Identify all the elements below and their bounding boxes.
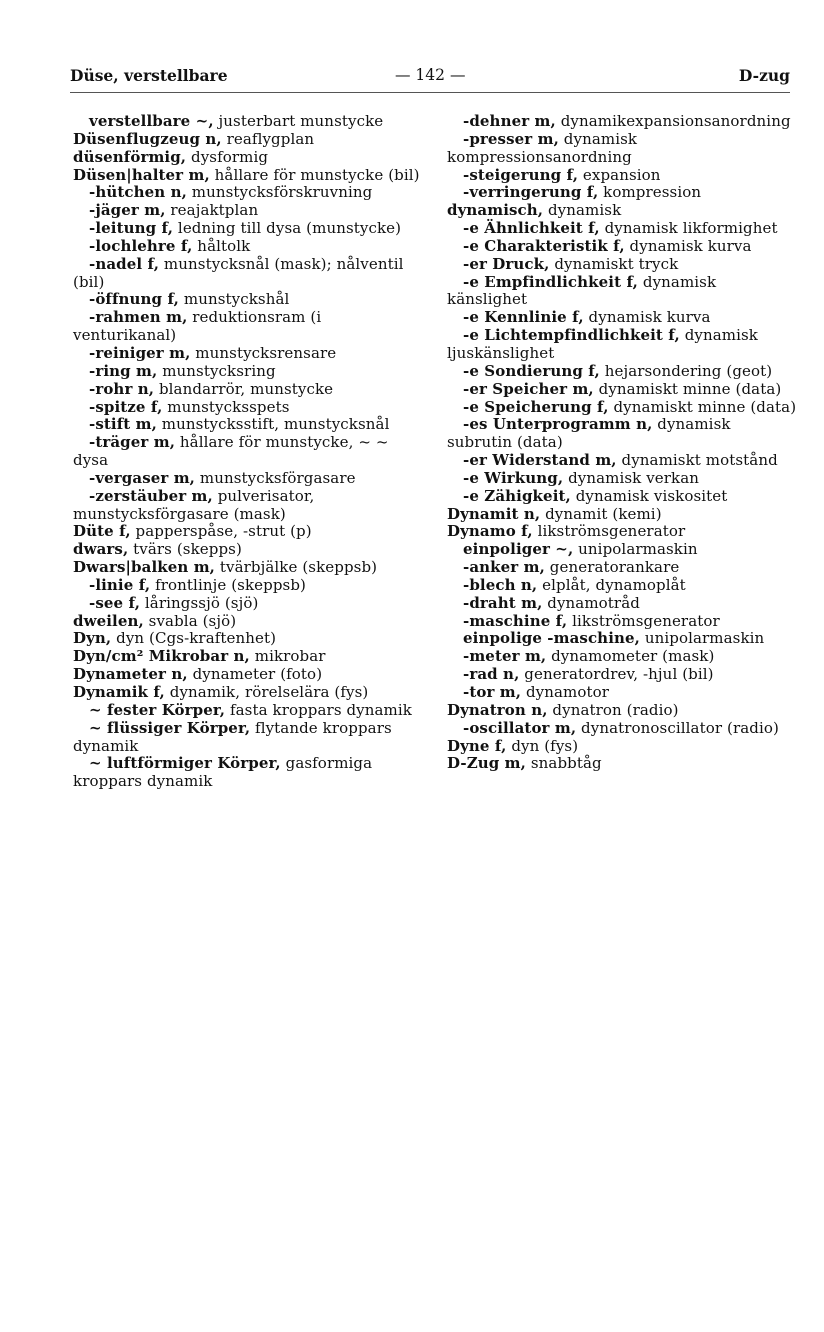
headword: -reiniger m, [89, 343, 191, 362]
headword: -tor m, [463, 683, 522, 701]
translation: dynatron (radio) [547, 700, 679, 719]
dictionary-entry [447, 309, 797, 327]
translation: reajaktplan [165, 201, 259, 220]
dictionary-entry [73, 720, 428, 756]
headword: Düsenflugzeug n, [73, 129, 222, 148]
translation: likströmsgenerator [567, 611, 720, 630]
translation: hållare för munstycke (bil) [209, 165, 420, 184]
headword: -er Speicher m, [463, 379, 594, 398]
headword: Dynamik f, [73, 683, 165, 701]
dictionary-entry [73, 131, 428, 149]
translation: dynamiskt tryck [549, 254, 679, 273]
headword: -rohr n, [89, 379, 155, 398]
headword: -blech n, [463, 575, 538, 594]
dictionary-entry [447, 238, 797, 256]
translation: flytande kroppars dynamik [73, 718, 392, 755]
dictionary-entry [73, 488, 428, 524]
headword: einpolige -maschine, [463, 629, 640, 648]
dictionary-entry [447, 595, 797, 613]
headword: -presser m, [463, 129, 559, 148]
headword: -e Empfindlichkeit f, [463, 272, 638, 291]
dictionary-entry [447, 416, 797, 452]
dictionary-entry [73, 363, 428, 381]
translation: gasformiga kroppars dynamik [73, 754, 373, 791]
translation: dynameter (foto) [187, 665, 323, 684]
translation: munstyckshål [179, 290, 290, 309]
dictionary-entry [73, 684, 428, 702]
translation: ledning till dysa (munstycke) [173, 219, 402, 238]
dictionary-entry [447, 506, 797, 524]
headword: -rahmen m, [89, 308, 188, 327]
headword: -linie f, [89, 575, 151, 594]
dictionary-entry [73, 309, 428, 345]
headword: dynamisch, [447, 201, 544, 220]
dictionary-entry [447, 470, 797, 488]
running-header [70, 66, 790, 88]
headword: -stift m, [89, 415, 157, 434]
headword: -meter m, [463, 647, 547, 666]
headword: -steigerung f, [463, 165, 579, 184]
right-column [447, 113, 797, 773]
dictionary-entry [447, 452, 797, 470]
translation: munstycksförskruvning [186, 183, 373, 202]
translation: dynamometer (mask) [546, 647, 715, 666]
dictionary-entry [447, 184, 797, 202]
headword: D-Zug m, [447, 754, 526, 773]
headword: -träger m, [89, 433, 176, 452]
translation: håltolk [192, 236, 251, 255]
headword: -e Charakteristik f, [463, 236, 625, 255]
translation: generatordrev, -hjul (bil) [519, 665, 714, 684]
headword: ~ flüssiger Körper, [89, 718, 251, 737]
translation: dysformig [186, 147, 269, 166]
translation: dynamiskt minne (data) [608, 397, 797, 416]
dictionary-entry [73, 220, 428, 238]
headword: -e Zähigkeit, [463, 486, 571, 505]
headword: -rad n, [463, 665, 520, 684]
dictionary-entry [73, 167, 428, 185]
dictionary-entry [73, 345, 428, 363]
translation: dynamisk kurva [583, 308, 711, 327]
headword: -see f, [89, 593, 141, 612]
dictionary-entry [73, 381, 428, 399]
headword: -verringerung f, [463, 183, 599, 202]
dictionary-entry [73, 613, 428, 631]
translation: pulverisator, munstycksförgasare (mask) [73, 486, 315, 523]
headword: Dynameter n, [73, 665, 188, 684]
translation: elplåt, dynamoplåt [537, 575, 686, 594]
translation: dynamisk verkan [563, 468, 700, 487]
translation: dyn (fys) [506, 736, 579, 755]
translation: låringssjö (sjö) [140, 593, 259, 612]
headword: einpoliger ~, [463, 540, 574, 559]
dictionary-entry [73, 184, 428, 202]
dictionary-entry [447, 274, 797, 310]
dictionary-entry [447, 363, 797, 381]
dictionary-entry [73, 630, 428, 648]
headword: -öffnung f, [89, 290, 180, 309]
translation: likströmsgenerator [532, 522, 686, 541]
dictionary-entry [447, 738, 797, 756]
translation: reduktionsram (i venturikanal) [73, 308, 322, 345]
headword: -er Druck, [463, 254, 550, 273]
dictionary-entry [73, 755, 428, 791]
headword: -leitung f, [89, 219, 174, 238]
translation: fasta kroppars dynamik [225, 700, 412, 719]
dictionary-entry [447, 488, 797, 506]
headword: -zerstäuber m, [89, 486, 213, 505]
translation: kompression [598, 183, 702, 202]
dictionary-entry [73, 559, 428, 577]
translation: dynamisk [543, 201, 622, 220]
headword: Dynamo f, [447, 522, 533, 541]
translation: unipolarmaskin [639, 629, 765, 648]
dictionary-entry [73, 291, 428, 309]
headword: Dyn, [73, 629, 112, 648]
headword: -hütchen n, [89, 183, 187, 202]
dictionary-entry [73, 238, 428, 256]
headword: -er Widerstand m, [463, 451, 617, 470]
dictionary-entry [73, 434, 428, 470]
dictionary-entry [73, 541, 428, 559]
dictionary-entry [447, 720, 797, 738]
dictionary-entry [73, 416, 428, 434]
headword: Dyne f, [447, 736, 507, 755]
translation: tvärs (skepps) [128, 540, 242, 559]
translation: munstycksnål (mask); nålventil (bil) [73, 254, 404, 291]
dictionary-entry [447, 256, 797, 274]
translation: generatorankare [544, 558, 680, 577]
headword: dwars, [73, 540, 129, 559]
headword: -e Speicherung f, [463, 397, 609, 416]
dictionary-entry [447, 327, 797, 363]
headword: -e Sondierung f, [463, 361, 600, 380]
headword: -nadel f, [89, 254, 160, 273]
translation: dynamisk viskositet [570, 486, 728, 505]
dictionary-entry [447, 523, 797, 541]
headword: -e Kennlinie f, [463, 308, 584, 327]
dictionary-entry [447, 167, 797, 185]
headword: -e Wirkung, [463, 468, 564, 487]
dictionary-entry [73, 149, 428, 167]
headword: -draht m, [463, 593, 543, 612]
headword: -spitze f, [89, 397, 163, 416]
dictionary-entry [447, 113, 797, 131]
translation: dynamit (kemi) [540, 504, 662, 523]
translation: munstycksspets [162, 397, 290, 416]
headword: -jäger m, [89, 201, 166, 220]
right-guide-word: D-zug [738, 66, 790, 85]
dictionary-entry [447, 666, 797, 684]
dictionary-entry [447, 131, 797, 167]
headword: verstellbare ~, [89, 112, 214, 130]
headword: Dynatron n, [447, 700, 548, 719]
translation: frontlinje (skeppsb) [150, 575, 306, 594]
translation: tvärbjälke (skeppsb) [215, 558, 378, 577]
dictionary-entry [73, 470, 428, 488]
translation: dynamisk känslighet [447, 272, 717, 309]
translation: unipolarmaskin [573, 540, 698, 559]
translation: dynamisk ljuskänslighet [447, 326, 758, 362]
dictionary-entry [73, 256, 428, 292]
translation: dynamiskt minne (data) [593, 379, 782, 398]
translation: munstycksring [157, 361, 276, 380]
translation: expansion [578, 165, 661, 184]
dictionary-entry [73, 523, 428, 541]
translation: dynamotråd [542, 593, 640, 612]
translation: dynamisk likformighet [599, 219, 778, 238]
translation: munstycksrensare [190, 343, 337, 362]
translation: blandarrör, munstycke [154, 379, 334, 398]
headword: ~ fester Körper, [89, 700, 226, 719]
dictionary-entry [447, 648, 797, 666]
dictionary-entry [447, 202, 797, 220]
translation: munstycksförgasare [195, 468, 356, 487]
headword: -anker m, [463, 558, 545, 577]
headword: -e Ähnlichkeit f, [463, 219, 600, 238]
translation: dyn (Cgs-kraftenhet) [111, 629, 277, 648]
headword: düsenförmig, [73, 147, 187, 166]
headword: -lochlehre f, [89, 236, 193, 255]
translation: snabbtåg [525, 754, 602, 773]
translation: dynamikexpansionsanordning [555, 112, 791, 130]
translation: dynamik, rörelselära (fys) [164, 683, 369, 701]
headword: -maschine f, [463, 611, 568, 630]
header-rule [70, 92, 790, 93]
translation: justerbart munstycke [213, 112, 384, 130]
headword: -es Unterprogramm n, [463, 415, 653, 434]
dictionary-entry [73, 595, 428, 613]
dictionary-entry [447, 220, 797, 238]
headword: -ring m, [89, 361, 158, 380]
translation: dynamisk kurva [624, 236, 752, 255]
headword: Dynamit n, [447, 504, 541, 523]
dictionary-entry [73, 202, 428, 220]
dictionary-entry [73, 399, 428, 417]
translation: dynamisk subrutin (data) [447, 415, 731, 452]
dictionary-entry [73, 577, 428, 595]
headword: -dehner m, [463, 112, 556, 130]
translation: munstycksstift, munstycksnål [156, 415, 390, 434]
dictionary-entry [447, 381, 797, 399]
headword: -oscillator m, [463, 718, 577, 737]
headword: ~ luftförmiger Körper, [89, 754, 281, 773]
translation: papperspåse, -strut (p) [130, 522, 312, 541]
translation: dynamiskt motstånd [616, 451, 778, 470]
headword: -e Lichtempfindlichkeit f, [463, 326, 680, 345]
page-number: — 142 — [395, 66, 466, 84]
translation: hållare för munstycke, ~ ~ dysa [73, 433, 389, 470]
dictionary-entry [447, 399, 797, 417]
translation: hejarsondering (geot) [599, 361, 773, 380]
headword: -vergaser m, [89, 468, 196, 487]
dictionary-entry [447, 613, 797, 631]
dictionary-entry [73, 648, 428, 666]
dictionary-entry [447, 630, 797, 648]
dictionary-entry [73, 666, 428, 684]
dictionary-entry [447, 577, 797, 595]
translation: reaflygplan [221, 129, 315, 148]
headword: Dwars|balken m, [73, 558, 216, 577]
headword: dweilen, [73, 611, 144, 630]
dictionary-entry [447, 541, 797, 559]
headword: Düsen|halter m, [73, 165, 210, 184]
translation: svabla (sjö) [143, 611, 237, 630]
translation: dynamisk kompressionsanordning [447, 129, 638, 166]
dictionary-entry [447, 755, 797, 773]
left-guide-word: Düse, verstellbare [70, 66, 228, 85]
headword: Düte f, [73, 522, 131, 541]
translation: mikrobar [249, 647, 326, 666]
left-column [73, 113, 428, 791]
dictionary-entry [447, 559, 797, 577]
translation: dynatronoscillator (radio) [576, 718, 779, 737]
translation: dynamotor [521, 683, 610, 701]
dictionary-entry [73, 702, 428, 720]
dictionary-entry [447, 684, 797, 702]
dictionary-entry [447, 702, 797, 720]
dictionary-entry [73, 113, 428, 131]
headword: Dyn/cm² Mikrobar n, [73, 647, 250, 666]
